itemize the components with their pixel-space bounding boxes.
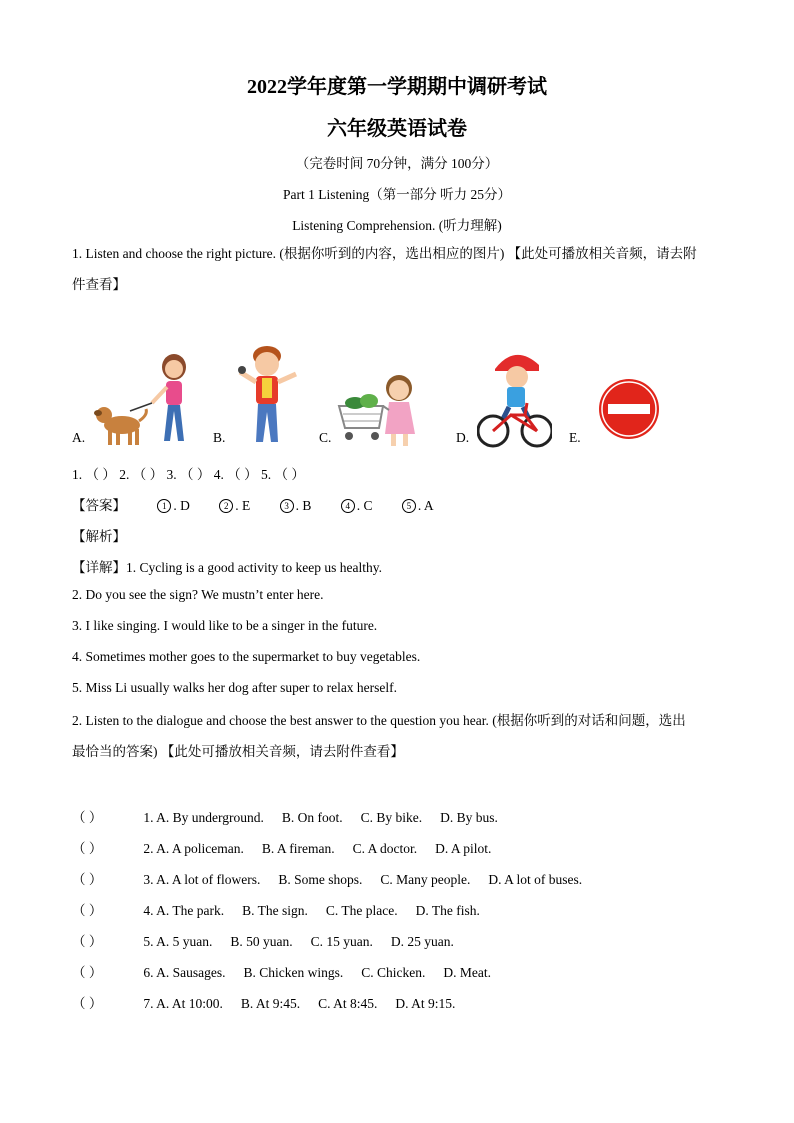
detail-line-5: 5. Miss Li usually walks her dog after super to relax herself. (72, 680, 398, 695)
option-a: 7. A. At 10:00. (143, 996, 223, 1011)
picture-label-b: B. (213, 430, 226, 445)
q1-instruction-line1: 1. Listen and choose the right picture. (根据你听到的内容，选出相应的图片) 【此处可播放相关音频，请去附 (72, 246, 697, 261)
option-c: C. Many people. (380, 872, 471, 887)
answer-number: 5 (402, 499, 416, 513)
exam-subtitle: 六年级英语试卷 (327, 118, 467, 140)
boy-singing-icon (232, 342, 302, 450)
option-c: C. 15 yuan. (310, 934, 373, 949)
answer-item (219, 498, 250, 514)
option-a: 3. A. A lot of flowers. (143, 872, 261, 887)
option-c: C. A doctor. (352, 841, 418, 856)
q2-instruction (72, 705, 722, 767)
q2-item-3 (72, 868, 600, 888)
q1-instruction-line2: 件查看】 (72, 277, 126, 292)
answer-blank: （ ） (72, 841, 103, 856)
picture-label-a: A. (72, 430, 86, 445)
detail-line-4: 4. Sometimes mother goes to the supermarket to buy vegetables. (72, 649, 421, 664)
q1-instruction (72, 238, 722, 300)
boy-cycling-icon (477, 345, 552, 450)
answer-value: . C (356, 498, 373, 513)
answer-number: 2 (219, 499, 233, 513)
answer-item (341, 498, 373, 514)
q1-answer-blanks: 1. （ ） 2. （ ） 3. （ ） 4. （ ） 5. （ ） (72, 467, 305, 482)
answer-value: . E (235, 498, 251, 513)
answer-blank: （ ） (72, 934, 103, 949)
answer-number: 1 (157, 499, 171, 513)
option-c: C. At 8:45. (318, 996, 378, 1011)
option-c: C. The place. (325, 903, 398, 918)
q2-instruction-line2: 最恰当的答案) 【此处可播放相关音频，请去附件查看】 (72, 744, 404, 759)
q2-item-2 (72, 837, 509, 857)
option-c: C. Chicken. (361, 965, 426, 980)
picture-label-c: C. (319, 430, 332, 445)
option-b: B. The sign. (242, 903, 308, 918)
answer-label: 【答案】 (72, 498, 126, 513)
option-d: D. A lot of buses. (488, 872, 583, 887)
answer-number: 3 (280, 499, 294, 513)
answer-value: . A (417, 498, 434, 513)
option-d: D. At 9:15. (395, 996, 456, 1011)
option-a: 5. A. 5 yuan. (143, 934, 213, 949)
answer-blank: （ ） (72, 965, 103, 980)
option-a: 4. A. The park. (143, 903, 225, 918)
answer-value: . D (173, 498, 190, 513)
q1-answer-key (72, 494, 434, 514)
answer-value: . B (295, 498, 312, 513)
q1-picture-row (72, 335, 672, 450)
detail-line-3: 3. I like singing. I would like to be a singer in the future. (72, 618, 378, 633)
exam-info: （完卷时间 70分钟，满分 100分） (295, 156, 499, 171)
q2-item-6 (72, 961, 509, 981)
no-entry-sign-icon (598, 378, 660, 440)
girl-shopping-cart-icon (335, 370, 420, 450)
option-d: D. By bus. (440, 810, 498, 825)
part-heading: Part 1 Listening（第一部分 听力 25分） (283, 187, 511, 202)
answer-blank: （ ） (72, 810, 103, 825)
answer-item (402, 498, 434, 514)
option-a: 2. A. A policeman. (143, 841, 244, 856)
q2-item-4 (72, 899, 498, 919)
q2-item-5 (72, 930, 472, 950)
answer-blank: （ ） (72, 996, 103, 1011)
option-d: D. The fish. (415, 903, 480, 918)
option-d: D. 25 yuan. (390, 934, 454, 949)
option-b: B. On foot. (281, 810, 343, 825)
q2-instruction-line1: 2. Listen to the dialogue and choose the best answer to the question you hear. (根据你听到的对话和问题，选出 (72, 713, 686, 728)
answer-number: 4 (341, 499, 355, 513)
option-b: B. Chicken wings. (243, 965, 344, 980)
analysis-label: 【解析】 (72, 529, 126, 544)
girl-walking-dog-icon (92, 345, 192, 450)
q2-item-1 (72, 806, 516, 826)
detail-line-2: 2. Do you see the sign? We mustn’t enter here. (72, 587, 324, 602)
option-b: B. 50 yuan. (230, 934, 293, 949)
option-c: C. By bike. (360, 810, 423, 825)
option-d: D. A pilot. (435, 841, 492, 856)
exam-title: 2022学年度第一学期期中调研考试 (247, 76, 547, 98)
answer-blank: （ ） (72, 903, 103, 918)
answer-item (280, 498, 312, 514)
section-heading: Listening Comprehension. (听力理解) (292, 218, 502, 233)
answer-blank: （ ） (72, 872, 103, 887)
option-d: D. Meat. (443, 965, 491, 980)
q2-item-7 (72, 992, 473, 1012)
option-b: B. A fireman. (261, 841, 335, 856)
option-a: 6. A. Sausages. (143, 965, 226, 980)
answer-item (157, 498, 190, 514)
option-a: 1. A. By underground. (143, 810, 264, 825)
picture-label-e: E. (569, 430, 581, 445)
picture-label-d: D. (456, 430, 470, 445)
option-b: B. At 9:45. (240, 996, 301, 1011)
option-b: B. Some shops. (278, 872, 363, 887)
detail-line-1: 【详解】1. Cycling is a good activity to keep us healthy. (72, 560, 382, 575)
